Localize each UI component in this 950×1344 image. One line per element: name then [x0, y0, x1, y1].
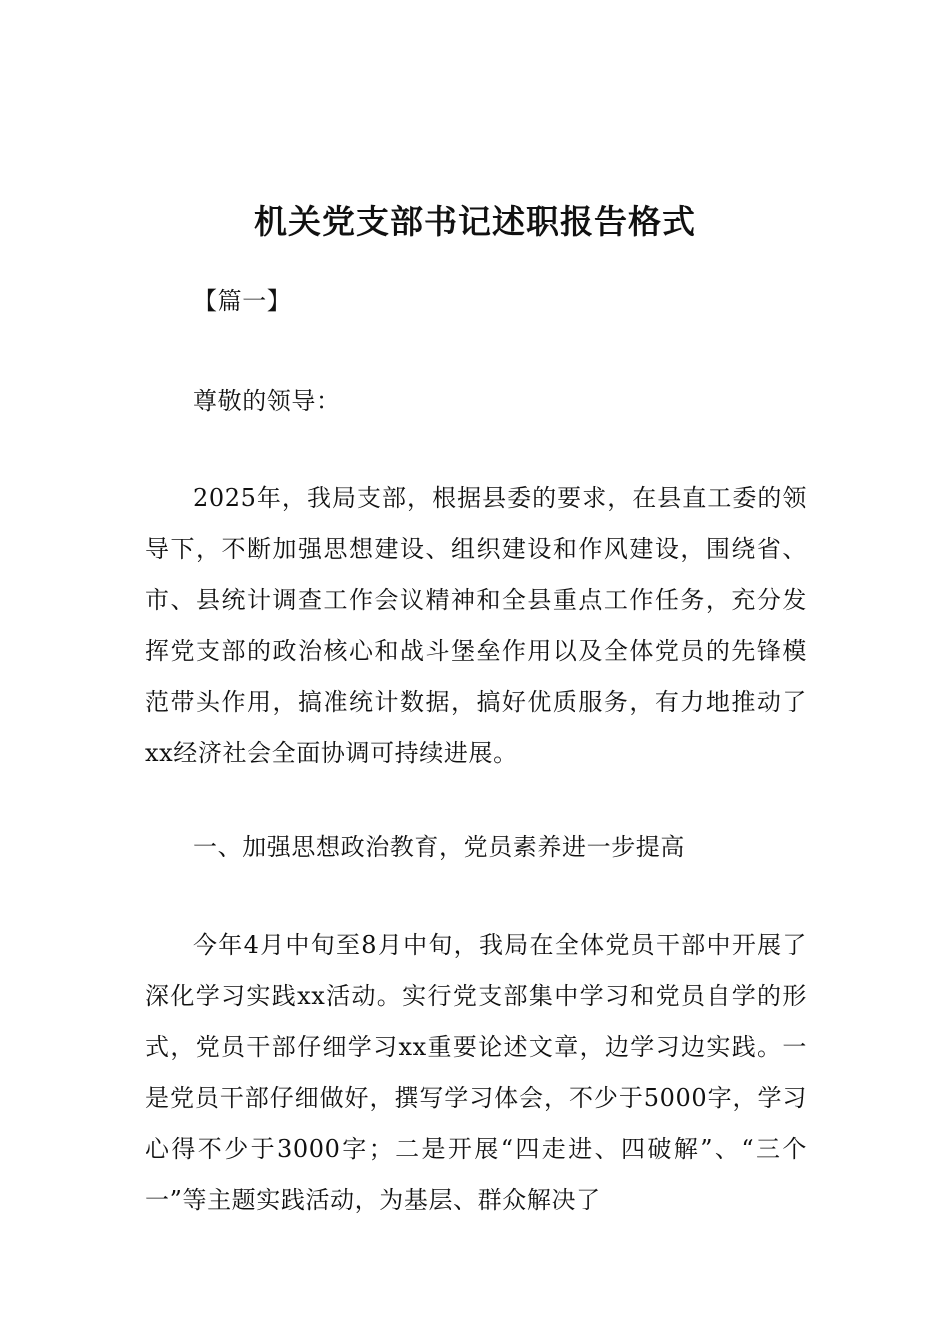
section-tag: 【篇一】	[193, 287, 292, 315]
body-paragraph-2: 今年4月中旬至8月中旬，我局在全体党员干部中开展了深化学习实践xx活动。实行党支部集中学习和党员自学的形式，党员干部仔细学习xx重要论述文章，边学习边实践。一是党员干部仔细做好，撰写学习体会，不少于5000字，学习心得不少于3000字；二是开展“四走进、四破解”、“三个一”等主题实践活动，为基层、群众解决了	[145, 931, 807, 1214]
salutation: 尊敬的领导：	[193, 387, 341, 415]
document-title: 机关党支部书记述职报告格式	[254, 202, 696, 242]
section-heading-1: 一、加强思想政治教育，党员素养进一步提高	[193, 833, 685, 861]
body-paragraph-1: 2025年，我局支部，根据县委的要求，在县直工委的领导下，不断加强思想建设、组织建设和作风建设，围绕省、市、县统计调查工作会议精神和全县重点工作任务，充分发挥党支部的政治核心和战斗堡垒作用以及全体党员的先锋模范带头作用，搞准统计数据，搞好优质服务，有力地推动了xx经济社会全面协调可持续进展。	[145, 484, 807, 767]
